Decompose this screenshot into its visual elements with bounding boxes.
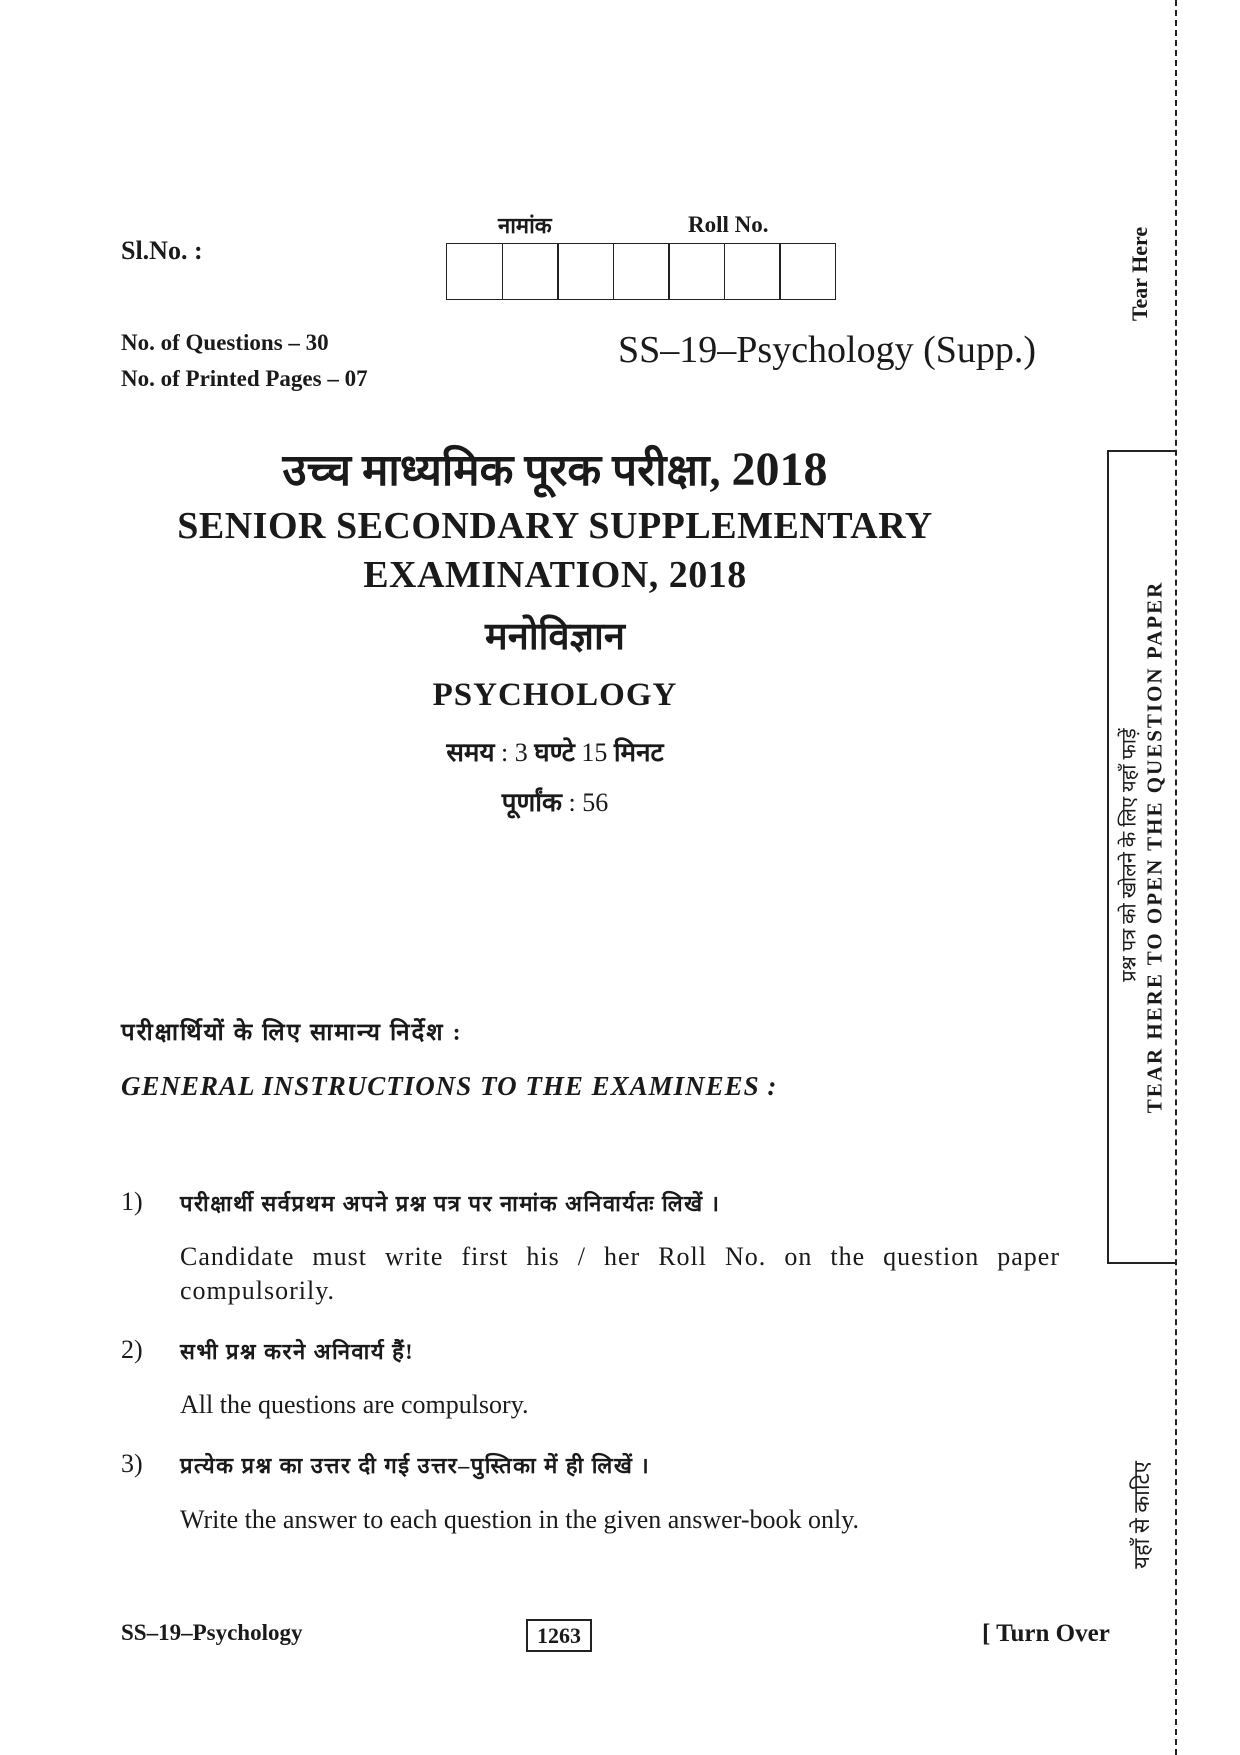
tear-open-instruction-english: TEAR HERE TO OPEN THE QUESTION PAPER	[1142, 580, 1167, 1114]
footer-paper-name: SS–19–Psychology	[121, 1620, 303, 1645]
paper-code: SS–19–Psychology (Supp.)	[618, 329, 1037, 371]
instruction-hindi: सभी प्रश्न करने अनिवार्य हैं!	[180, 1339, 415, 1364]
instructions-heading-hindi: परीक्षार्थियों के लिए सामान्य निर्देश :	[121, 1020, 463, 1046]
instruction-hindi: प्रत्येक प्रश्न का उत्तर दी गई उत्तर–पुस्तिका में ही लिखें ।	[180, 1453, 651, 1478]
time-label: समय	[446, 738, 495, 767]
serial-number-label: Sl.No. :	[121, 236, 203, 265]
turn-over-label: [ Turn Over	[982, 1620, 1110, 1647]
footer-paper-code: 1263	[526, 1619, 592, 1652]
roll-number-box[interactable]	[502, 243, 559, 300]
time-hours-label: घण्टे	[534, 738, 575, 767]
roll-number-box[interactable]	[668, 243, 725, 300]
marks-label: पूर्णांक	[501, 788, 563, 817]
cut-here-label: यहाँ से काटिए	[1129, 1461, 1154, 1569]
instruction-number: 1)	[121, 1187, 143, 1216]
instruction-english: Candidate must write first his / her Roll No. on the question paper compulsorily.	[180, 1242, 1060, 1305]
tear-open-instruction-hindi: प्रश्न पत्र को खोलने के लिए यहाँ फाड़ें	[1118, 728, 1141, 982]
roll-number-label-hindi: नामांक	[498, 213, 552, 238]
roll-number-box[interactable]	[613, 243, 670, 300]
roll-number-box[interactable]	[557, 243, 614, 300]
roll-number-box[interactable]	[779, 243, 836, 300]
time-hours-value: : 3	[501, 738, 528, 767]
exam-title-hindi-text: उच्च माध्यमिक पूरक परीक्षा,	[282, 446, 721, 495]
instruction-hindi: परीक्षार्थी सर्वप्रथम अपने प्रश्न पत्र पर नामांक अनिवार्यतः लिखें ।	[180, 1191, 721, 1216]
roll-number-label: Roll No.	[688, 212, 769, 237]
exam-title-english-line2: EXAMINATION, 2018	[363, 554, 747, 596]
max-marks	[0, 783, 1110, 819]
perforation-line	[1175, 0, 1177, 1755]
roll-number-box[interactable]	[724, 243, 781, 300]
subject-english: PSYCHOLOGY	[432, 677, 678, 713]
instruction-english: Write the answer to each question in the given answer-book only.	[180, 1505, 860, 1534]
time-minutes-label: मिनट	[613, 738, 664, 767]
instruction-number: 3)	[121, 1449, 143, 1478]
time-minutes-value: 15	[581, 738, 608, 767]
roll-number-boxes[interactable]	[446, 243, 835, 300]
exam-duration	[0, 733, 1110, 769]
roll-number-box[interactable]	[446, 243, 503, 300]
instruction-english: All the questions are compulsory.	[180, 1390, 529, 1419]
instruction-number: 2)	[121, 1335, 143, 1364]
subject-hindi: मनोविज्ञान	[485, 616, 625, 658]
instructions-heading-english: GENERAL INSTRUCTIONS TO THE EXAMINEES :	[121, 1071, 778, 1101]
number-of-pages: No. of Printed Pages – 07	[121, 366, 368, 391]
number-of-questions: No. of Questions – 30	[121, 330, 329, 355]
marks-value: : 56	[568, 788, 609, 817]
exam-year: 2018	[731, 443, 828, 496]
exam-title-hindi	[0, 438, 1110, 498]
exam-title-english-line1: SENIOR SECONDARY SUPPLEMENTARY	[177, 505, 933, 547]
tear-here-label: Tear Here	[1127, 226, 1152, 322]
